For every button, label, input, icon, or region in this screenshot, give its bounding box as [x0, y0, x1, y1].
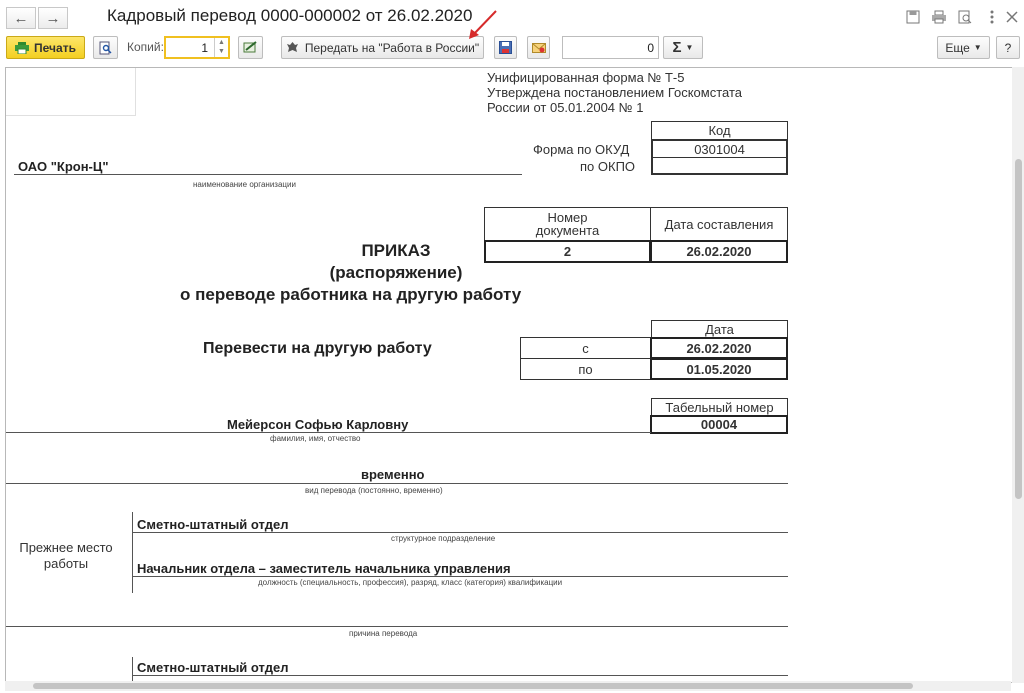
vertical-scroll-thumb[interactable]	[1015, 159, 1022, 499]
to-date: 01.05.2020	[650, 358, 788, 380]
back-button[interactable]	[6, 7, 36, 29]
org-name: ОАО "Крон-Ц"	[18, 159, 109, 174]
sum-mode-button[interactable]	[663, 36, 703, 59]
emblem-icon	[286, 41, 299, 54]
help-button[interactable]	[996, 36, 1020, 59]
horizontal-scroll-thumb[interactable]	[33, 683, 913, 689]
tab-number-header: Табельный номер	[651, 398, 788, 416]
envelope-icon	[532, 42, 546, 54]
more-button-label: Еще	[945, 40, 970, 55]
date-header: Дата	[651, 320, 788, 338]
org-underline	[14, 174, 522, 175]
send-to-rabota-button[interactable]	[281, 36, 484, 59]
floppy-icon	[499, 41, 512, 54]
employee-name: Мейерсон Софью Карловну	[227, 417, 409, 432]
reason-underline	[6, 626, 788, 627]
copies-stepper[interactable]: ▲ ▼	[214, 38, 228, 57]
forward-button[interactable]	[38, 7, 68, 29]
transfer-title: Перевести на другую работу	[203, 340, 432, 357]
annotation-arrow-icon	[466, 8, 500, 42]
magnifier-page-icon	[99, 41, 112, 55]
window-title: Кадровый перевод 0000-000002 от 26.02.2020	[107, 6, 473, 25]
forward-arrow-icon: →	[45, 9, 61, 27]
department-underline	[132, 532, 788, 533]
kind-underline	[6, 483, 788, 484]
okud-value: 0301004	[651, 139, 788, 158]
department: Сметно-штатный отдел	[137, 517, 289, 532]
print-icon[interactable]	[929, 7, 949, 27]
copies-value: 1	[201, 41, 208, 55]
position-underline	[132, 576, 788, 577]
preview-icon[interactable]	[955, 7, 975, 27]
form-header-line3: России от 05.01.2004 № 1	[487, 100, 644, 115]
copies-label: Копий:	[127, 40, 164, 54]
sum-field[interactable]	[562, 36, 659, 59]
new-department-underline	[132, 675, 788, 676]
sum-value: 0	[647, 41, 654, 55]
send-email-button[interactable]	[527, 36, 550, 59]
doc-number: 2	[484, 240, 651, 263]
from-label: с	[520, 337, 651, 359]
okpo-value	[651, 157, 788, 175]
position-caption: должность (специальность, профессия), разряд, класс (категория) квалификации	[258, 578, 563, 587]
chevron-down-icon: ▼	[973, 43, 982, 52]
okpo-label: по ОКПО	[580, 159, 636, 174]
back-arrow-icon: ←	[13, 9, 29, 27]
form-header-line2: Утверждена постановлением Госкомстата	[487, 85, 743, 100]
send-button-label: Передать на "Работа в России"	[304, 40, 480, 55]
sigma-icon: Σ	[672, 39, 682, 56]
copies-input[interactable]	[164, 36, 230, 59]
horizontal-scrollbar[interactable]	[5, 681, 1011, 691]
order-subtitle: (распоряжение)	[329, 263, 463, 282]
more-button[interactable]	[937, 36, 990, 59]
printer-icon	[15, 42, 29, 54]
okud-label: Форма по ОКУД	[533, 142, 630, 157]
transfer-kind: временно	[361, 467, 425, 482]
org-caption: наименование организации	[193, 180, 296, 189]
corner-cell	[6, 68, 136, 116]
edit-button[interactable]	[238, 36, 263, 59]
close-icon[interactable]	[1002, 7, 1022, 27]
prev-place-divider	[132, 512, 133, 593]
doc-date: 26.02.2020	[650, 240, 788, 263]
vertical-scrollbar[interactable]	[1012, 67, 1024, 683]
help-button-label: ?	[1004, 40, 1012, 55]
name-underline	[6, 432, 651, 433]
doc-number-header: Номер документа	[484, 207, 651, 241]
prev-place-line1: Прежнее место	[19, 540, 113, 555]
print-button[interactable]	[6, 36, 85, 59]
order-title: ПРИКАЗ	[361, 241, 431, 260]
more-menu-icon[interactable]	[982, 7, 1002, 27]
reason-caption: причина перевода	[349, 629, 418, 638]
department-caption: структурное подразделение	[391, 534, 496, 543]
document-preview[interactable]	[5, 67, 1015, 683]
kind-caption: вид перевода (постоянно, временно)	[305, 486, 443, 495]
to-label: по	[520, 358, 651, 380]
save-icon[interactable]	[903, 7, 923, 27]
tab-number: 00004	[650, 415, 788, 434]
edit-table-icon	[243, 41, 258, 54]
preview-button[interactable]	[93, 36, 118, 59]
order-description: о переводе работника на другую работу	[180, 285, 522, 304]
print-button-label: Печать	[34, 40, 76, 55]
doc-date-header: Дата составления	[650, 207, 788, 241]
position: Начальник отдела – заместитель начальника управления	[137, 561, 511, 576]
prev-place-line2: работы	[43, 556, 89, 571]
code-header: Код	[651, 121, 788, 140]
form-header-line1: Унифицированная форма № Т-5	[487, 70, 685, 85]
new-department: Сметно-штатный отдел	[137, 660, 289, 675]
new-place-divider	[132, 657, 133, 683]
chevron-down-icon: ▼	[685, 43, 694, 52]
from-date: 26.02.2020	[650, 337, 788, 359]
name-caption: фамилия, имя, отчество	[270, 434, 361, 443]
